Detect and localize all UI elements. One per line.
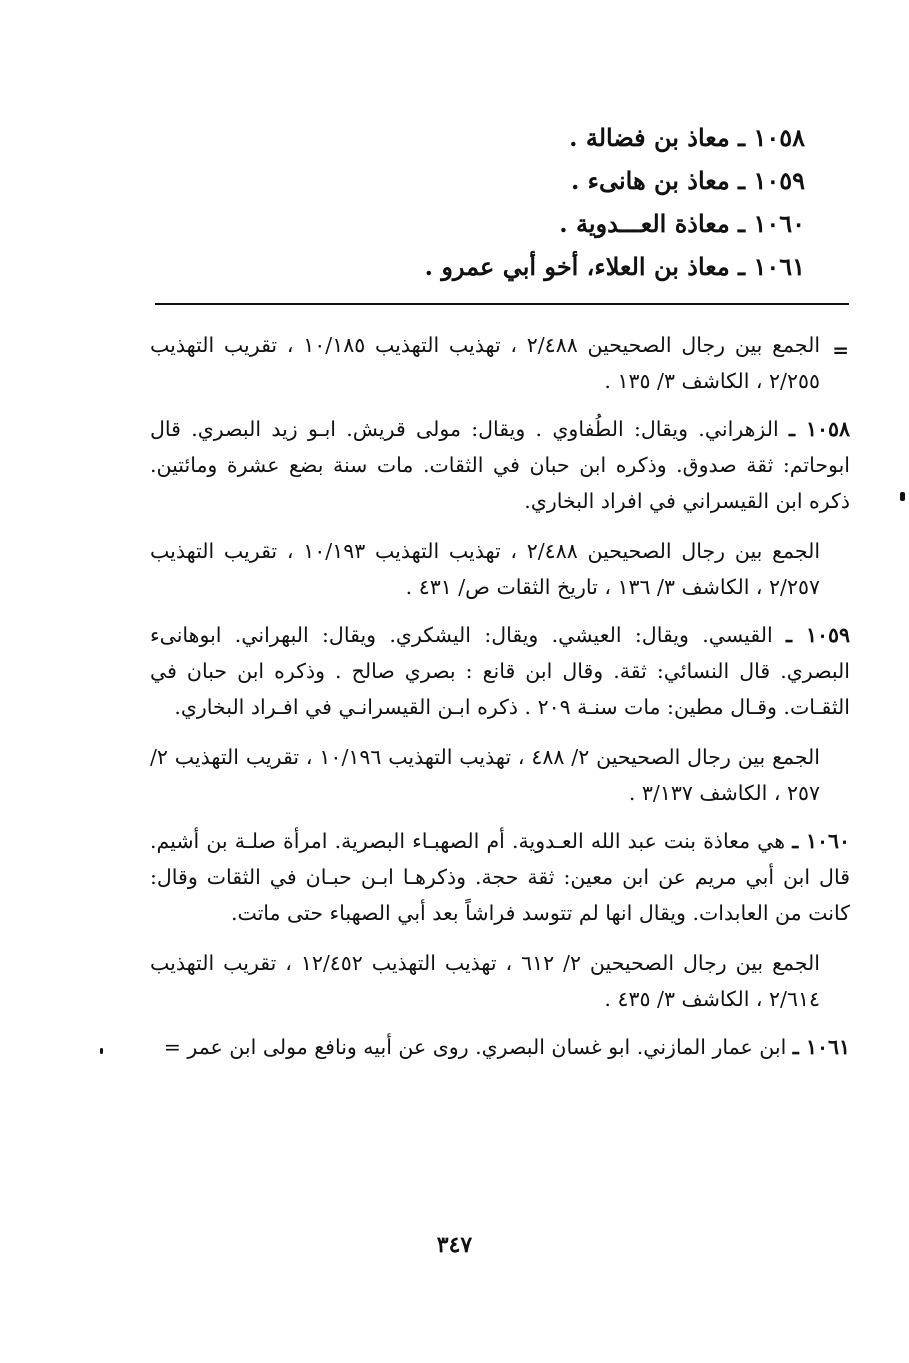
note-1058 (150, 411, 850, 519)
main-entry-list (245, 116, 805, 288)
note-1059-sources: الجمع بين رجال الصحيحين ٢/ ٤٨٨ ، تهذيب التهذيب ١٠/١٩٦ ، تقريب التهذيب ٢/ ٢٥٧ ، الكاشف ٣/١٣٧ . (150, 745, 821, 805)
footnote-separator (155, 303, 849, 305)
note-1058-number: ١٠٥٨ ـ (789, 417, 850, 441)
scan-speck (900, 492, 905, 501)
note-1060-sources: الجمع بين رجال الصحيحين ٢/ ٦١٢ ، تهذيب التهذيب ١٢/٤٥٢ ، تقريب التهذيب ٢/٦١٤ ، الكاشف ٣/ ٤٣٥ . (150, 951, 821, 1011)
note-1060-text: هي معاذة بنت عبد الله العـدوية. أم الصهبـاء البصرية. امرأة صلـة بن أشيم. قال ابن أبي مريم عن ابن معين: ثقة حجة. وذكرهـا ابـن حبـان في الثقات وقال: كانت من العابدات. ويقال انها لم تتوسد فراشاً بعد أبي الصهباء حتى ماتت. (150, 829, 850, 925)
main-entry-1061: ١٠٦١ ـ معاذ بن العلاء، أخو أبي عمرو . (424, 252, 805, 281)
note-1061-number: ١٠٦١ ـ (792, 1035, 850, 1059)
note-1059 (150, 617, 850, 725)
note-marker: = (832, 338, 849, 362)
note-1060-number: ١٠٦٠ ـ (792, 829, 850, 853)
general-sources: الجمع بين رجال الصحيحين ٢/٤٨٨ ، تهذيب التهذيب ١٠/١٨٥ ، تقريب التهذيب ٢/٢٥٥ ، الكاشف ٣/ ١٣٥ . (150, 333, 821, 393)
page-number: ٣٤٧ (436, 1232, 473, 1258)
footnotes (150, 327, 850, 1079)
main-entry-1059: ١٠٥٩ ـ معاذ بن هانىء . (570, 166, 805, 195)
note-1059-number: ١٠٥٩ ـ (785, 623, 850, 647)
scan-speck (100, 1048, 103, 1054)
note-1058-text: الزهراني. ويقال: الطُفاوي . ويقال: مولى قريش. ابـو زيد البصري. قال ابوحاتم: ثقة صدوق. وذكره ابن حبان في الثقات. مات سنة بضع عشرة ومائتين. ذكره ابن القيسراني في افراد البخاري. (150, 417, 850, 513)
note-1061-text: ابن عمار المازني. ابو غسان البصري. روى عن أبيه ونافع مولى ابن عمر = (163, 1035, 787, 1059)
note-1059-text: القيسي. ويقال: العيشي. ويقال: اليشكري. ويقال: البهراني. ابوهانىء البصري. قال النسائي: ثقة. وقال ابن قانع : بصري صالح . وذكره ابن حبان في الثقـات. وقـال مطين: مات سنـة ٢٠٩ . ذكره ابـن القيسرانـي في افـراد البخاري. (150, 623, 850, 719)
note-1060 (150, 823, 850, 931)
note-1058-sources: الجمع بين رجال الصحيحين ٢/٤٨٨ ، تهذيب التهذيب ١٠/١٩٣ ، تقريب التهذيب ٢/٢٥٧ ، الكاشف ٣/ ١٣٦ ، تاريخ الثقات ص/ ٤٣١ . (150, 539, 821, 599)
main-entry-1058: ١٠٥٨ ـ معاذ بن فضالة . (569, 123, 805, 152)
note-1061 (150, 1029, 850, 1065)
main-entry-1060: ١٠٦٠ ـ معاذة العـــدوية . (559, 209, 805, 238)
